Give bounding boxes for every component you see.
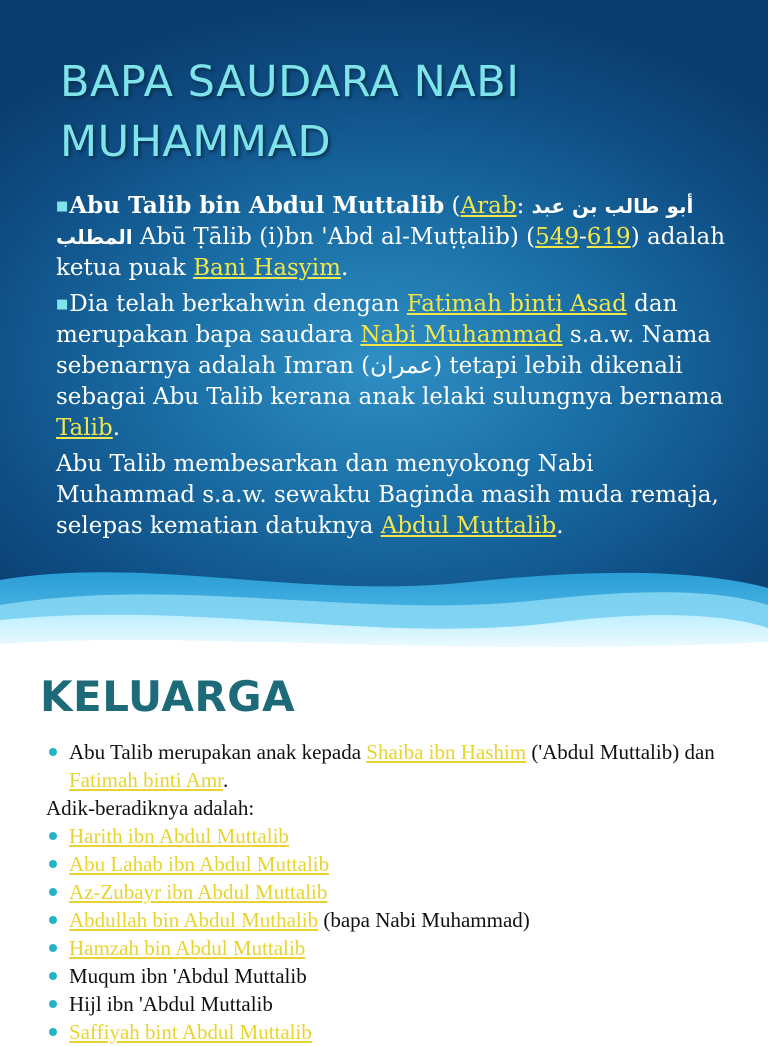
text: . [223, 768, 229, 792]
wave-decoration [0, 560, 768, 662]
siblings-heading: Adik-beradiknya adalah: [46, 796, 255, 820]
text: - [579, 224, 587, 250]
fatimah-asad-link[interactable]: Fatimah binti Asad [406, 291, 627, 317]
slide-2 [0, 662, 768, 1044]
imran-arabic: عمران [370, 353, 434, 379]
text: ) [630, 224, 640, 250]
list-item [46, 962, 736, 990]
intro-list [46, 738, 736, 794]
shaiba-link[interactable]: Shaiba ibn Hashim [366, 740, 527, 764]
paragraph-support [56, 449, 728, 542]
sibling-name: Hijl ibn 'Abdul Muttalib [69, 992, 273, 1016]
sibling-name: Muqum ibn 'Abdul Muttalib [69, 964, 307, 988]
sibling-link[interactable]: Abu Lahab ibn Abdul Muttalib [69, 852, 330, 876]
list-item [46, 934, 736, 962]
nabi-muhammad-link[interactable]: Nabi Muhammad [360, 322, 563, 348]
paragraph-abu-talib [56, 190, 728, 284]
bullet-square-icon: ■ [56, 199, 69, 214]
siblings-list [46, 822, 736, 1046]
bani-hasyim-link[interactable]: Bani Hasyim [193, 255, 341, 281]
list-item [46, 850, 736, 878]
sibling-link[interactable]: Hamzah bin Abdul Muttalib [69, 936, 306, 960]
list-item [46, 738, 736, 794]
text: : [516, 193, 532, 219]
arab-link[interactable]: Arab [460, 193, 517, 219]
slide-title: BAPA SAUDARA NABI MUHAMMAD [60, 57, 520, 167]
sibling-link[interactable]: Az-Zubayr ibn Abdul Muttalib [69, 880, 328, 904]
text: Abu Talib merupakan anak kepada [69, 740, 367, 764]
sibling-link[interactable]: Saffiyah bint Abdul Muttalib [69, 1020, 312, 1044]
list-item [46, 1018, 736, 1046]
year-start-link[interactable]: 549 [535, 224, 579, 250]
text: adalah ketua puak [56, 224, 726, 281]
list-item [46, 990, 736, 1018]
list-item [46, 906, 736, 934]
text: s.a.w. Nama sebenarnya adalah Imran ( [56, 322, 711, 379]
fatimah-amr-link[interactable]: Fatimah binti Amr [69, 768, 224, 792]
sibling-link[interactable]: Abdullah bin Abdul Muthalib [69, 908, 319, 932]
text: ('Abdul Muttalib) dan [526, 740, 715, 764]
text: (bapa Nabi Muhammad) [318, 908, 530, 932]
name-bold: Abu Talib bin Abdul Muttalib [69, 192, 445, 219]
sibling-link[interactable]: Harith ibn Abdul Muttalib [69, 824, 289, 848]
paragraph-marriage [56, 289, 728, 444]
abdul-muttalib-link[interactable]: Abdul Muttalib [380, 513, 557, 539]
text: . [556, 513, 564, 539]
slide-2-body [46, 738, 736, 1046]
text: Abu Talib membesarkan dan menyokong Nabi Muhammad s.a.w. sewaktu Baginda masih muda remaja, selepas kematian datuknya [56, 451, 719, 539]
text: ( [444, 193, 461, 219]
year-end-link[interactable]: 619 [586, 224, 631, 250]
section-title: KELUARGA [40, 672, 296, 721]
bullet-square-icon: ■ [56, 297, 69, 312]
text: ) tetapi lebih dikenali sebagai Abu Talib kerana anak lelaki sulungnya bernama [56, 353, 724, 410]
text: . [112, 415, 121, 441]
text: dan merupakan bapa saudara [56, 291, 678, 348]
text: . [340, 255, 349, 281]
talib-link[interactable]: Talib [56, 415, 113, 441]
transliteration: Abū Ṭālib (i)bn 'Abd al-Muṭṭalib) ( [132, 224, 536, 250]
list-item [46, 878, 736, 906]
arabic-name: أبو طالب بن عبد المطلب [56, 194, 694, 249]
list-item [46, 822, 736, 850]
text: Dia telah berkahwin dengan [69, 291, 407, 317]
slide-1-body [56, 190, 728, 547]
